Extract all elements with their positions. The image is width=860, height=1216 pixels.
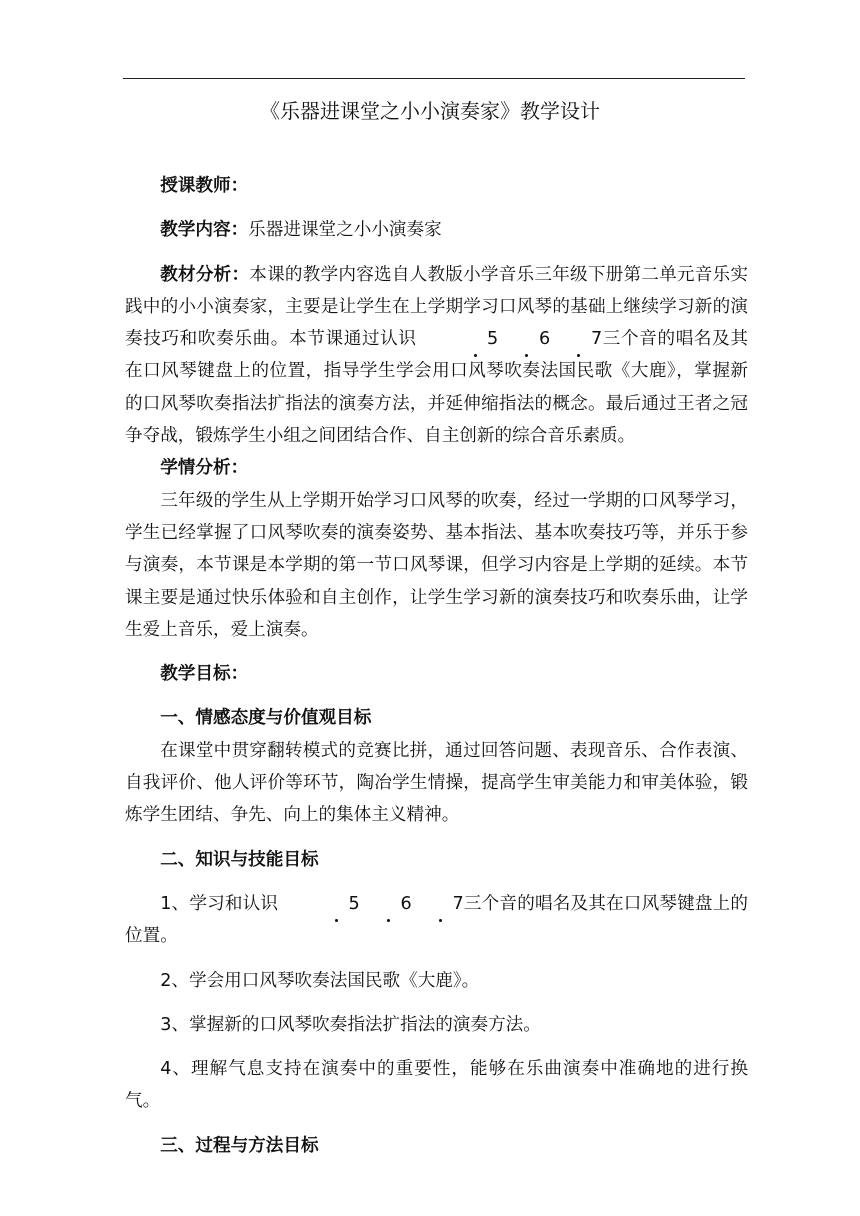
teacher-label: 授课教师： — [160, 176, 249, 196]
note-5: 5 — [313, 888, 359, 920]
content-label: 教学内容： — [160, 220, 249, 241]
content-text: 乐器进课堂之小小演奏家 — [248, 220, 442, 241]
note-group — [417, 323, 603, 355]
low-octave-dot — [439, 919, 442, 922]
note-7: 7 — [556, 323, 602, 355]
student-heading — [125, 452, 748, 484]
teacher-line — [125, 170, 748, 202]
goal2-item1-suffix: 三个音的唱名及其在口风琴键盘上的位置。 — [125, 893, 748, 947]
student-paragraph: 三年级的学生从上学期开始学习口风琴的吹奏，经过一学期的口风琴学习，学生已经掌握了口风琴吹奏的演奏姿势、基本指法、基本吹奏技巧等，并乐于参与演奏，本节课是本学期的第一节口风琴课，但学习内容是上学期的延续。本节课主要是通过快乐体验和自主创作，让学生学习新的演奏技巧和吹奏乐曲，让学生爱上音乐，爱上演奏。 — [125, 490, 748, 640]
analysis-text-part2: 三个音的唱名及其在口风琴键盘上的位置，指导学生学会用口风琴吹奏法国民歌《大鹿》，掌握新的口风琴吹奏指法扩指法的演奏方法，并延伸缩指法的概念。最后通过王者之冠争夺战，锻炼学生小组之间团结合作、自主创新的综合音乐素质。 — [125, 329, 748, 447]
analysis-paragraph — [125, 259, 748, 453]
note-group — [278, 888, 464, 920]
content-line — [125, 214, 748, 246]
goal2-item1-prefix: 1、学习和认识 — [160, 893, 279, 914]
header-rule — [123, 78, 745, 79]
note-6: 6 — [365, 888, 411, 920]
goals-label: 教学目标： — [160, 664, 249, 685]
note-6: 6 — [504, 323, 550, 355]
low-octave-dot — [335, 919, 338, 922]
low-octave-dot — [577, 354, 580, 357]
goals-heading — [125, 658, 748, 690]
analysis-label: 教材分析： — [160, 264, 250, 285]
analysis-text-part1: 本课的教学内容选自人教版小学音乐三年级下册第二单元音乐实践中的小小演奏家，主要是让学生在上学期学习口风琴的基础上继续学习新的演奏技巧和吹奏乐曲。本节课通过认识 — [125, 264, 748, 350]
document-title: 《乐器进课堂之小小演奏家》教学设计 — [260, 99, 600, 123]
goal1-paragraph: 在课堂中贯穿翻转模式的竞赛比拼，通过回答问题、表现音乐、合作表演、自我评价、他人评价等环节，陶冶学生情操，提高学生审美能力和审美体验，锻炼学生团结、争先、向上的集体主义精神。 — [125, 740, 748, 826]
student-label: 学情分析： — [160, 458, 249, 479]
goal2-item1 — [125, 888, 748, 953]
goal2-item4: 4、理解气息支持在演奏中的重要性，能够在乐曲演奏中准确地的进行换气。 — [125, 1059, 748, 1112]
note-5: 5 — [452, 323, 498, 355]
goal3-heading: 三、过程与方法目标 — [160, 1135, 319, 1156]
low-octave-dot — [525, 354, 528, 357]
goal1-heading: 一、情感态度与价值观目标 — [160, 708, 372, 729]
note-7: 7 — [417, 888, 463, 920]
low-octave-dot — [387, 919, 390, 922]
low-octave-dot — [474, 354, 477, 357]
document-body — [125, 170, 748, 1162]
goal2-heading: 二、知识与技能目标 — [160, 849, 319, 870]
goal2-item3: 3、掌握新的口风琴吹奏指法扩指法的演奏方法。 — [160, 1014, 541, 1035]
goal2-item2: 2、学会用口风琴吹奏法国民歌《大鹿》。 — [160, 970, 480, 991]
